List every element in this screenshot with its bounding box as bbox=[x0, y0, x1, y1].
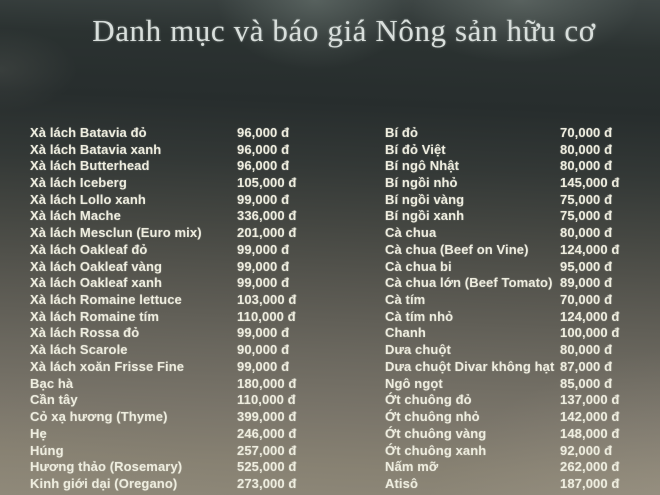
item-name: Xà lách Romaine lettuce bbox=[30, 292, 182, 308]
list-item bbox=[385, 124, 657, 141]
item-name: Bí đỏ Việt bbox=[385, 141, 446, 157]
list-item bbox=[30, 475, 332, 492]
item-price: 99,000 đ bbox=[237, 191, 290, 207]
list-item bbox=[30, 458, 332, 475]
item-name: Ớt chuông xanh bbox=[385, 442, 487, 458]
item-name: Bí ngô Nhật bbox=[385, 158, 460, 174]
list-item bbox=[30, 308, 332, 325]
list-item bbox=[30, 274, 332, 291]
item-price: 89,000 đ bbox=[560, 275, 613, 291]
item-name: Ớt chuông đỏ bbox=[385, 392, 472, 408]
list-item bbox=[30, 124, 332, 141]
item-price: 90,000 đ bbox=[237, 342, 290, 358]
item-name: Bí ngồi vàng bbox=[385, 191, 465, 207]
item-name: Bạc hà bbox=[30, 375, 74, 391]
item-price: 187,000 đ bbox=[560, 475, 620, 491]
item-name: Xà lách Iceberg bbox=[30, 175, 127, 191]
item-name: Xà lách Scarole bbox=[30, 342, 128, 358]
item-price: 246,000 đ bbox=[237, 425, 297, 441]
item-name: Cà tím nhỏ bbox=[385, 308, 454, 324]
item-name: Ớt chuông vàng bbox=[385, 425, 487, 441]
item-name: Cà chua (Beef on Vine) bbox=[385, 241, 529, 257]
item-price: 180,000 đ bbox=[237, 375, 297, 391]
item-name: Cà tím bbox=[385, 292, 426, 308]
page-title: Danh mục và báo giá Nông sản hữu cơ bbox=[92, 13, 596, 48]
price-column-right bbox=[385, 124, 657, 492]
list-item bbox=[30, 208, 332, 225]
list-item bbox=[30, 241, 332, 258]
list-item bbox=[30, 157, 332, 174]
list-item bbox=[385, 157, 657, 174]
list-item bbox=[385, 442, 657, 459]
list-item bbox=[30, 358, 332, 375]
item-price: 336,000 đ bbox=[237, 208, 297, 224]
item-name: Xà lách Mache bbox=[30, 208, 121, 224]
item-price: 525,000 đ bbox=[237, 459, 297, 475]
item-price: 99,000 đ bbox=[237, 241, 290, 257]
item-price: 137,000 đ bbox=[560, 392, 620, 408]
list-item bbox=[30, 191, 332, 208]
item-name: Xà lách Oakleaf xanh bbox=[30, 275, 163, 291]
item-name: Dưa chuột bbox=[385, 342, 451, 358]
list-item bbox=[30, 258, 332, 275]
list-item bbox=[385, 258, 657, 275]
item-price: 103,000 đ bbox=[237, 292, 297, 308]
item-price: 148,000 đ bbox=[560, 425, 620, 441]
item-price: 70,000 đ bbox=[560, 292, 613, 308]
list-item bbox=[30, 392, 332, 409]
item-name: Bí đỏ bbox=[385, 124, 418, 140]
item-price: 80,000 đ bbox=[560, 158, 613, 174]
item-price: 110,000 đ bbox=[237, 308, 296, 324]
item-price: 257,000 đ bbox=[237, 442, 297, 458]
list-item bbox=[30, 425, 332, 442]
item-name: Xà lách Rossa đỏ bbox=[30, 325, 140, 341]
item-price: 80,000 đ bbox=[560, 141, 613, 157]
item-name: Atisô bbox=[385, 475, 418, 491]
list-item bbox=[385, 224, 657, 241]
item-name: Hương thảo (Rosemary) bbox=[30, 459, 183, 475]
item-name: Cà chua bi bbox=[385, 258, 452, 274]
item-price: 70,000 đ bbox=[560, 124, 613, 140]
item-price: 87,000 đ bbox=[560, 358, 613, 374]
item-name: Xà lách Butterhead bbox=[30, 158, 150, 174]
item-name: Húng bbox=[30, 442, 64, 458]
list-item bbox=[385, 425, 657, 442]
list-item bbox=[385, 341, 657, 358]
list-item bbox=[30, 141, 332, 158]
item-name: Kinh giới dại (Oregano) bbox=[30, 475, 178, 491]
list-item bbox=[385, 392, 657, 409]
list-item bbox=[30, 174, 332, 191]
item-price: 145,000 đ bbox=[560, 175, 620, 191]
item-price: 99,000 đ bbox=[237, 258, 290, 274]
item-price: 99,000 đ bbox=[237, 358, 290, 374]
item-price: 80,000 đ bbox=[560, 342, 613, 358]
item-name: Xà lách xoăn Frisse Fine bbox=[30, 358, 185, 374]
list-item bbox=[30, 224, 332, 241]
list-item bbox=[30, 341, 332, 358]
item-name: Xà lách Lollo xanh bbox=[30, 191, 146, 207]
item-price: 96,000 đ bbox=[237, 158, 290, 174]
item-name: Cà chua bbox=[385, 225, 437, 241]
list-item bbox=[385, 141, 657, 158]
item-price: 80,000 đ bbox=[560, 225, 613, 241]
item-price: 96,000 đ bbox=[237, 124, 290, 140]
item-name: Chanh bbox=[385, 325, 426, 341]
item-price: 99,000 đ bbox=[237, 325, 290, 341]
item-name: Ngô ngọt bbox=[385, 375, 443, 391]
item-name: Cỏ xạ hương (Thyme) bbox=[30, 409, 168, 425]
item-name: Bí ngồi xanh bbox=[385, 208, 465, 224]
item-price: 124,000 đ bbox=[560, 241, 620, 257]
item-price: 110,000 đ bbox=[237, 392, 296, 408]
price-column-left bbox=[30, 124, 332, 492]
item-name: Xà lách Romaine tím bbox=[30, 308, 160, 324]
list-item bbox=[385, 358, 657, 375]
item-name: Xà lách Batavia xanh bbox=[30, 141, 162, 157]
list-item bbox=[385, 458, 657, 475]
list-item bbox=[385, 291, 657, 308]
item-name: Cần tây bbox=[30, 392, 78, 408]
item-name: Bí ngồi nhỏ bbox=[385, 175, 458, 191]
item-name: Dưa chuột Divar không hạt bbox=[385, 358, 555, 374]
item-name: Xà lách Batavia đỏ bbox=[30, 124, 147, 140]
item-price: 201,000 đ bbox=[237, 225, 297, 241]
list-item bbox=[385, 408, 657, 425]
list-item bbox=[30, 442, 332, 459]
item-name: Cà chua lớn (Beef Tomato) bbox=[385, 275, 553, 291]
item-price: 105,000 đ bbox=[237, 175, 297, 191]
list-item bbox=[385, 325, 657, 342]
item-name: Hẹ bbox=[30, 425, 47, 441]
item-price: 85,000 đ bbox=[560, 375, 613, 391]
list-item bbox=[385, 475, 657, 492]
item-price: 92,000 đ bbox=[560, 442, 613, 458]
list-item bbox=[385, 241, 657, 258]
item-price: 262,000 đ bbox=[560, 459, 620, 475]
item-price: 273,000 đ bbox=[237, 475, 297, 491]
list-item bbox=[385, 274, 657, 291]
item-price: 399,000 đ bbox=[237, 409, 297, 425]
list-item bbox=[30, 291, 332, 308]
item-name: Xà lách Oakleaf đỏ bbox=[30, 241, 148, 257]
list-item bbox=[30, 325, 332, 342]
item-name: Nấm mỡ bbox=[385, 459, 439, 475]
item-price: 75,000 đ bbox=[560, 208, 613, 224]
item-price: 142,000 đ bbox=[560, 409, 620, 425]
list-item bbox=[385, 308, 657, 325]
list-item bbox=[30, 408, 332, 425]
item-price: 124,000 đ bbox=[560, 308, 620, 324]
item-name: Xà lách Mesclun (Euro mix) bbox=[30, 225, 202, 241]
item-price: 95,000 đ bbox=[560, 258, 613, 274]
list-item bbox=[30, 375, 332, 392]
list-item bbox=[385, 174, 657, 191]
list-item bbox=[385, 191, 657, 208]
item-name: Xà lách Oakleaf vàng bbox=[30, 258, 163, 274]
list-item bbox=[385, 208, 657, 225]
list-item bbox=[385, 375, 657, 392]
item-price: 99,000 đ bbox=[237, 275, 290, 291]
item-price: 96,000 đ bbox=[237, 141, 290, 157]
item-price: 100,000 đ bbox=[560, 325, 620, 341]
item-price: 75,000 đ bbox=[560, 191, 613, 207]
item-name: Ớt chuông nhỏ bbox=[385, 409, 480, 425]
